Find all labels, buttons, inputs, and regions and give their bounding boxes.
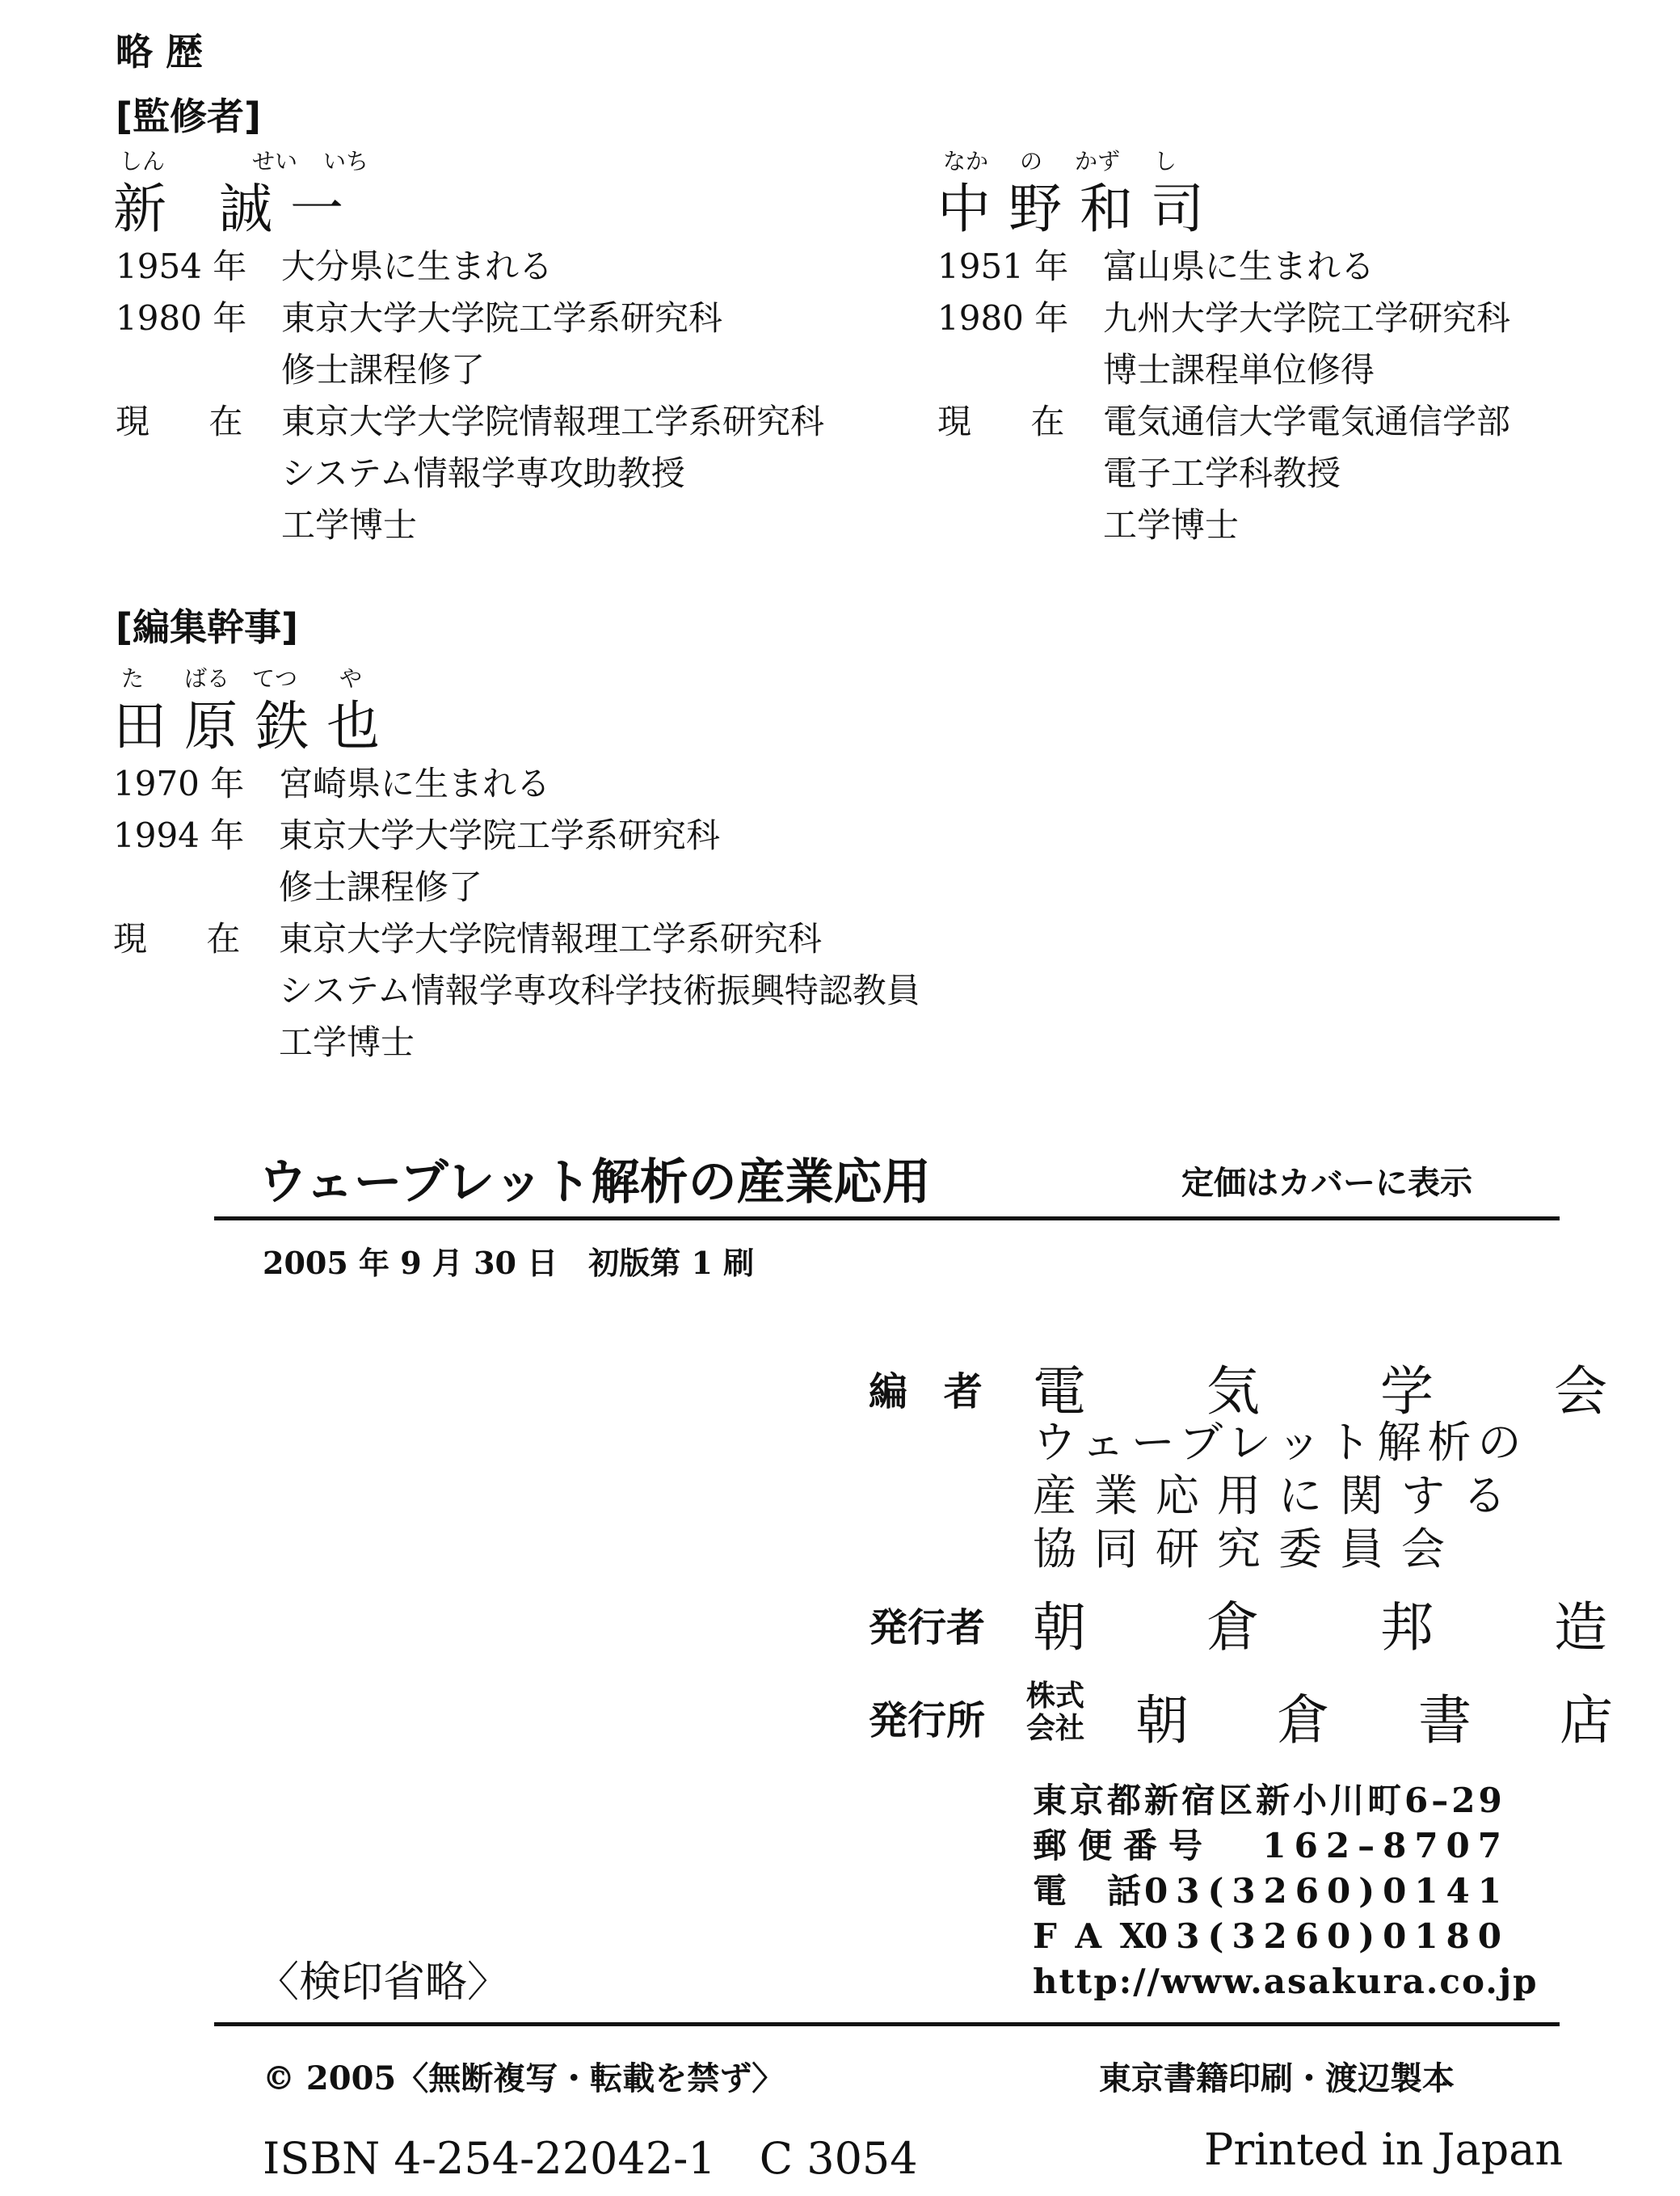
person-2-name: 中野和司 [937, 178, 1222, 240]
fax-row: F A X 03(3260)0180 [1033, 1916, 1509, 1956]
printer: 東京書籍印刷・渡辺製本 [1099, 2059, 1455, 2097]
company-label: 発行所 [869, 1698, 986, 1743]
person-2-ruby-2: の [1020, 148, 1043, 175]
phone-row: 電 話 03(3260)0141 [1033, 1871, 1509, 1911]
postal-row: 郵便番号 162–8707 [1033, 1826, 1509, 1865]
person-1-name: 新 誠一 [113, 178, 361, 240]
footer-rule [214, 2022, 1560, 2026]
price-note: 定価はカバーに表示 [1181, 1165, 1472, 1202]
person-1-career: 1954 年 大分県に生まれる 1980 年 東京大学大学院工学系研究科 修士課程修了 現 在 東京大学大学院情報理工学系研究科 システム情報学専攻助教授 工学博士 [116, 247, 825, 545]
person-3-ruby-3: てつ [252, 665, 298, 692]
supervisor-label: [監修者] [116, 95, 262, 138]
person-1-ruby: しん [120, 148, 166, 175]
editor-label: [編集幹事] [116, 605, 299, 649]
person-3-ruby-4: や [339, 665, 363, 692]
person-3-ruby-2: ばる [184, 665, 230, 692]
person-3-name: 田原鉄也 [113, 695, 398, 757]
book-title: ウェーブレット解析の産業応用 [259, 1154, 931, 1211]
person-2-ruby-3: かず [1075, 148, 1121, 175]
person-1-ruby-2: せい [252, 148, 298, 175]
person-3-career: 1970 年 宮崎県に生まれる 1994 年 東京大学大学院工学系研究科 修士課程修了 現 在 東京大学大学院情報理工学系研究科 システム情報学専攻科学技術振興特認教員 工学博士 [113, 764, 920, 1062]
committee-line: ウェーブレット解析の [1033, 1417, 1528, 1468]
edition: 2005 年 9 月 30 日 初版第 1 刷 [263, 1245, 755, 1281]
address: 東京都新宿区新小川町6–29 [1033, 1781, 1505, 1820]
publisher-name: 朝 倉 邦 造 [1033, 1596, 1659, 1659]
editor-role-label: 編 者 [869, 1369, 994, 1414]
person-3-ruby: た [121, 665, 145, 692]
publisher-label: 発行者 [869, 1605, 986, 1650]
copyright: © 2005〈無断複写・転載を禁ず〉 [263, 2059, 785, 2097]
biography-heading: 略 歴 [116, 30, 204, 74]
company-name: 朝 倉 書 店 [1135, 1689, 1648, 1751]
committee-line: 産業応用に関する [1033, 1470, 1524, 1521]
seal-note: 〈検印省略〉 [257, 1958, 510, 2007]
person-2-ruby-4: し [1154, 148, 1177, 175]
committee [1033, 1416, 1527, 1576]
person-2-ruby: なか [943, 148, 989, 175]
person-2-career: 1951 年 富山県に生まれる 1980 年 九州大学大学院工学研究科 博士課程単位修得 現 在 電気通信大学電気通信学部 電子工学科教授 工学博士 [937, 247, 1511, 545]
company-type: 株式 会社 [1026, 1679, 1085, 1745]
editor-name: 電 気 学 会 [1033, 1360, 1659, 1423]
isbn: ISBN 4-254-22042-1 C 3054 [263, 2133, 918, 2184]
title-rule [214, 1216, 1560, 1220]
person-1-ruby-3: いち [323, 148, 369, 175]
printed-in: Printed in Japan [1204, 2124, 1564, 2175]
website-url[interactable]: http://www.asakura.co.jp [1033, 1962, 1539, 2001]
committee-line: 協同研究委員会 [1033, 1524, 1463, 1574]
